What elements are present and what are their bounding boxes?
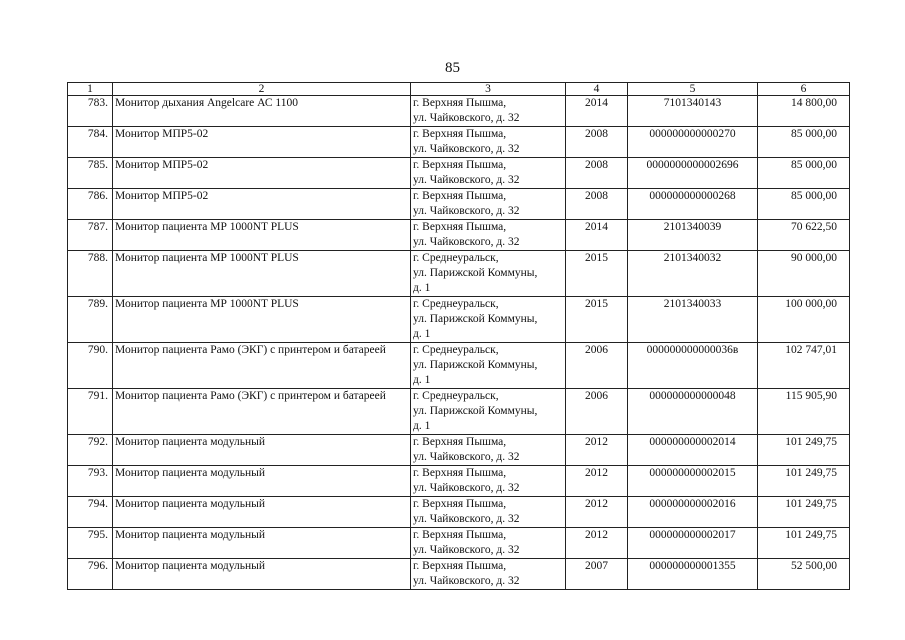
item-cost: 101 249,75 xyxy=(758,497,850,528)
page-number: 85 xyxy=(445,60,460,76)
item-cost: 101 249,75 xyxy=(758,435,850,466)
table-row xyxy=(68,189,850,220)
item-name: Монитор пациента МР 1000NT PLUS xyxy=(113,297,411,343)
item-year: 2015 xyxy=(566,251,628,297)
item-cost: 52 500,00 xyxy=(758,559,850,590)
item-year: 2012 xyxy=(566,497,628,528)
item-name: Монитор дыхания Angelcare АС 1100 xyxy=(113,96,411,127)
item-cost: 101 249,75 xyxy=(758,528,850,559)
row-number: 794. xyxy=(68,497,113,528)
inventory-number: 000000000000268 xyxy=(628,189,758,220)
item-name: Монитор МПР5-02 xyxy=(113,189,411,220)
item-name: Монитор пациента Рамо (ЭКГ) с принтером и батареей xyxy=(113,389,411,435)
item-name: Монитор пациента МР 1000NT PLUS xyxy=(113,220,411,251)
inventory-number: 000000000002016 xyxy=(628,497,758,528)
item-year: 2007 xyxy=(566,559,628,590)
table-row xyxy=(68,220,850,251)
item-address: г. Верхняя Пышма, ул. Чайковского, д. 32 xyxy=(411,559,566,590)
item-address: г. Среднеуральск, ул. Парижской Коммуны, д. 1 xyxy=(411,251,566,297)
row-number: 788. xyxy=(68,251,113,297)
item-address: г. Среднеуральск, ул. Парижской Коммуны, д. 1 xyxy=(411,343,566,389)
item-name: Монитор пациента модульный xyxy=(113,528,411,559)
item-cost: 70 622,50 xyxy=(758,220,850,251)
table-row xyxy=(68,497,850,528)
column-header: 5 xyxy=(628,83,758,96)
inventory-number: 000000000000270 xyxy=(628,127,758,158)
row-number: 785. xyxy=(68,158,113,189)
table-row xyxy=(68,297,850,343)
inventory-number: 000000000001355 xyxy=(628,559,758,590)
inventory-number: 2101340039 xyxy=(628,220,758,251)
table-row xyxy=(68,127,850,158)
item-cost: 14 800,00 xyxy=(758,96,850,127)
item-address: г. Верхняя Пышма, ул. Чайковского, д. 32 xyxy=(411,528,566,559)
item-address: г. Среднеуральск, ул. Парижской Коммуны, д. 1 xyxy=(411,389,566,435)
table-row xyxy=(68,96,850,127)
item-year: 2014 xyxy=(566,220,628,251)
row-number: 786. xyxy=(68,189,113,220)
row-number: 795. xyxy=(68,528,113,559)
inventory-number: 2101340033 xyxy=(628,297,758,343)
inventory-number: 000000000002015 xyxy=(628,466,758,497)
row-number: 792. xyxy=(68,435,113,466)
item-name: Монитор пациента модульный xyxy=(113,497,411,528)
inventory-number: 000000000002017 xyxy=(628,528,758,559)
item-cost: 85 000,00 xyxy=(758,127,850,158)
item-year: 2008 xyxy=(566,158,628,189)
item-year: 2008 xyxy=(566,189,628,220)
item-name: Монитор пациента модульный xyxy=(113,466,411,497)
item-cost: 115 905,90 xyxy=(758,389,850,435)
inventory-number: 7101340143 xyxy=(628,96,758,127)
column-header: 1 xyxy=(68,83,113,96)
table-row xyxy=(68,158,850,189)
item-address: г. Верхняя Пышма, ул. Чайковского, д. 32 xyxy=(411,189,566,220)
item-year: 2012 xyxy=(566,466,628,497)
table-row xyxy=(68,559,850,590)
item-year: 2015 xyxy=(566,297,628,343)
item-year: 2006 xyxy=(566,389,628,435)
item-cost: 101 249,75 xyxy=(758,466,850,497)
column-header: 6 xyxy=(758,83,850,96)
item-name: Монитор пациента МР 1000NT PLUS xyxy=(113,251,411,297)
property-table xyxy=(67,82,850,590)
inventory-number: 000000000000036в xyxy=(628,343,758,389)
item-cost: 102 747,01 xyxy=(758,343,850,389)
inventory-number: 000000000000048 xyxy=(628,389,758,435)
row-number: 783. xyxy=(68,96,113,127)
row-number: 790. xyxy=(68,343,113,389)
item-address: г. Верхняя Пышма, ул. Чайковского, д. 32 xyxy=(411,96,566,127)
item-cost: 85 000,00 xyxy=(758,158,850,189)
item-address: г. Верхняя Пышма, ул. Чайковского, д. 32 xyxy=(411,466,566,497)
row-number: 796. xyxy=(68,559,113,590)
item-address: г. Верхняя Пышма, ул. Чайковского, д. 32 xyxy=(411,497,566,528)
row-number: 791. xyxy=(68,389,113,435)
item-year: 2008 xyxy=(566,127,628,158)
table-row xyxy=(68,343,850,389)
item-year: 2006 xyxy=(566,343,628,389)
item-name: Монитор пациента Рамо (ЭКГ) с принтером и батареей xyxy=(113,343,411,389)
item-cost: 85 000,00 xyxy=(758,189,850,220)
item-name: Монитор МПР5-02 xyxy=(113,127,411,158)
inventory-number: 0000000000002696 xyxy=(628,158,758,189)
row-number: 793. xyxy=(68,466,113,497)
item-name: Монитор пациента модульный xyxy=(113,559,411,590)
item-cost: 90 000,00 xyxy=(758,251,850,297)
item-address: г. Среднеуральск, ул. Парижской Коммуны, д. 1 xyxy=(411,297,566,343)
item-cost: 100 000,00 xyxy=(758,297,850,343)
inventory-number: 000000000002014 xyxy=(628,435,758,466)
column-number-row xyxy=(68,83,850,96)
row-number: 789. xyxy=(68,297,113,343)
row-number: 784. xyxy=(68,127,113,158)
item-address: г. Верхняя Пышма, ул. Чайковского, д. 32 xyxy=(411,220,566,251)
table-row xyxy=(68,466,850,497)
item-address: г. Верхняя Пышма, ул. Чайковского, д. 32 xyxy=(411,158,566,189)
item-name: Монитор пациента модульный xyxy=(113,435,411,466)
item-name: Монитор МПР5-02 xyxy=(113,158,411,189)
item-address: г. Верхняя Пышма, ул. Чайковского, д. 32 xyxy=(411,435,566,466)
column-header: 2 xyxy=(113,83,411,96)
item-year: 2012 xyxy=(566,435,628,466)
inventory-number: 2101340032 xyxy=(628,251,758,297)
table-row xyxy=(68,389,850,435)
table-row xyxy=(68,251,850,297)
table-row xyxy=(68,528,850,559)
column-header: 4 xyxy=(566,83,628,96)
row-number: 787. xyxy=(68,220,113,251)
item-address: г. Верхняя Пышма, ул. Чайковского, д. 32 xyxy=(411,127,566,158)
table-row xyxy=(68,435,850,466)
item-year: 2012 xyxy=(566,528,628,559)
item-year: 2014 xyxy=(566,96,628,127)
column-header: 3 xyxy=(411,83,566,96)
